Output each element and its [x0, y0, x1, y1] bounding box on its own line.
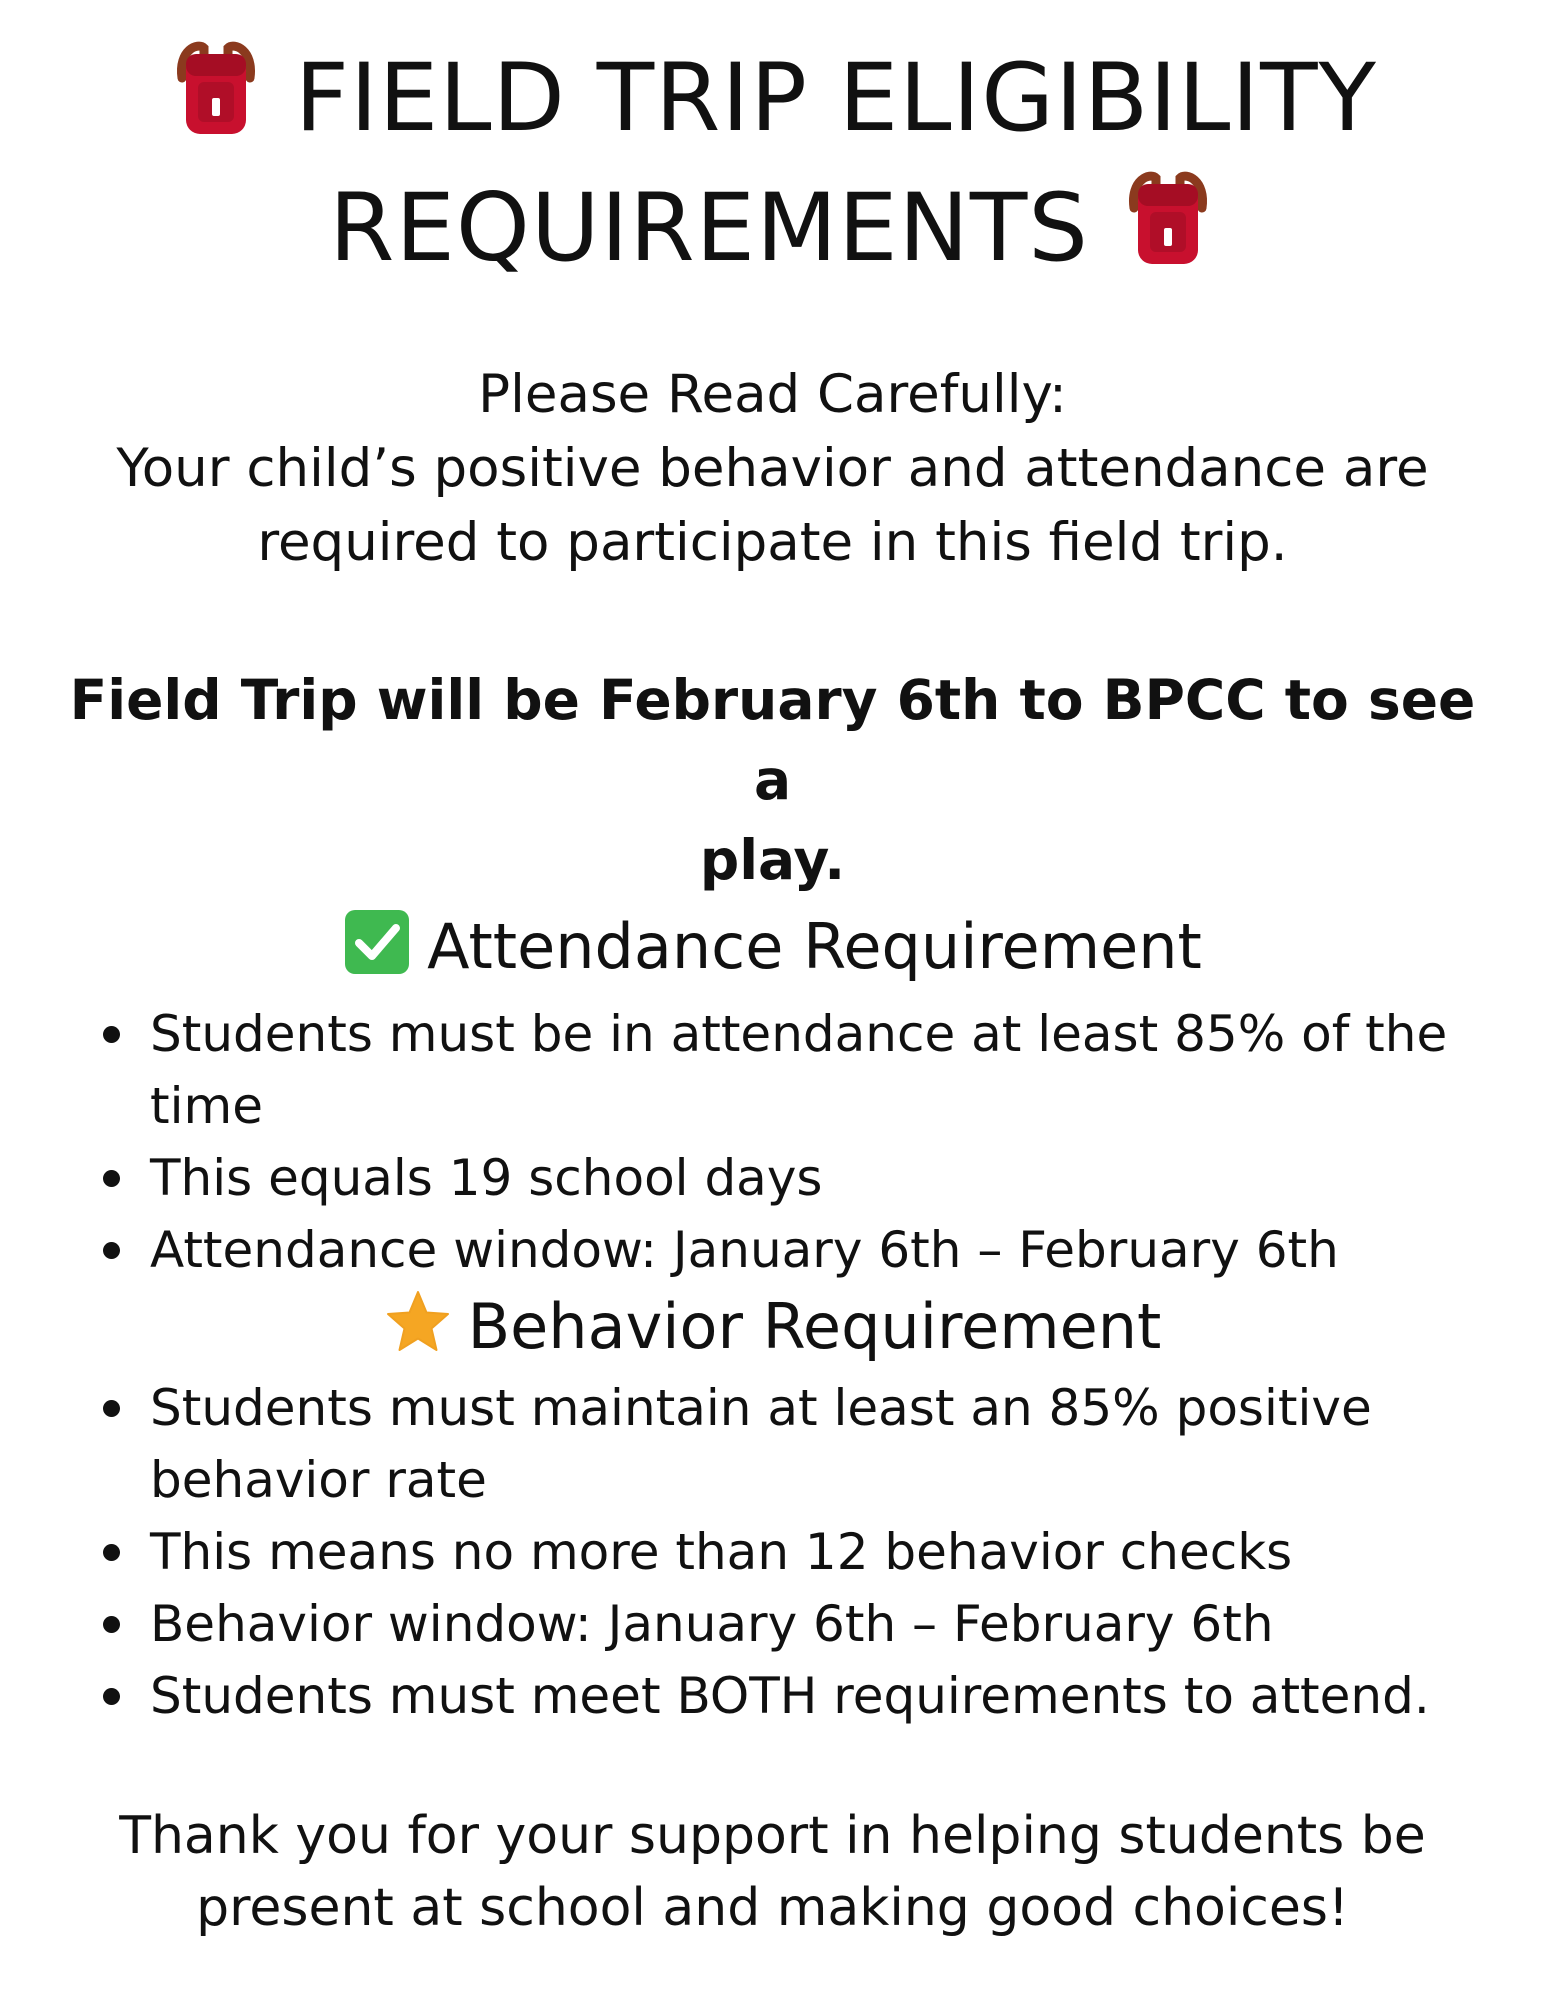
- backpack-icon: [168, 38, 264, 138]
- trip-announcement: [60, 660, 1485, 900]
- list-item: This equals 19 school days: [95, 1142, 1495, 1214]
- closing-line-2: present at school and making good choices!: [196, 1878, 1349, 1938]
- closing-message: [100, 1800, 1445, 1944]
- behavior-heading-text: Behavior Requirement: [467, 1290, 1162, 1363]
- page-title-line-1: [0, 38, 1545, 153]
- attendance-heading-text: Attendance Requirement: [427, 910, 1202, 983]
- list-item: Students must meet BOTH requirements to attend.: [95, 1660, 1495, 1732]
- behavior-list: [95, 1372, 1495, 1732]
- attendance-heading: [0, 908, 1545, 983]
- intro-line-1: Your child’s positive behavior and attendance are: [116, 438, 1429, 499]
- intro-heading: Please Read Carefully:: [478, 364, 1067, 425]
- star-icon: [384, 1288, 452, 1356]
- attendance-list: [95, 998, 1495, 1286]
- title-text-line-1: FIELD TRIP ELIGIBILITY: [294, 44, 1377, 153]
- trip-announcement-line-1: Field Trip will be February 6th to BPCC to see a: [69, 668, 1476, 812]
- behavior-heading: [0, 1288, 1545, 1363]
- trip-announcement-line-2: play.: [699, 828, 846, 892]
- list-item: Students must maintain at least an 85% positive behavior rate: [95, 1372, 1495, 1516]
- list-item: Attendance window: January 6th – February 6th: [95, 1214, 1495, 1286]
- intro-line-2: required to participate in this field trip.: [257, 512, 1288, 573]
- backpack-icon: [1120, 168, 1216, 268]
- title-text-line-2: REQUIREMENTS: [329, 174, 1089, 283]
- check-box-icon: [343, 908, 411, 976]
- intro-block: [80, 358, 1465, 580]
- closing-line-1: Thank you for your support in helping students be: [119, 1806, 1426, 1866]
- list-item: Students must be in attendance at least 85% of the time: [95, 998, 1495, 1142]
- page-title-line-2: [0, 168, 1545, 283]
- list-item: This means no more than 12 behavior checks: [95, 1516, 1495, 1588]
- list-item: Behavior window: January 6th – February 6th: [95, 1588, 1495, 1660]
